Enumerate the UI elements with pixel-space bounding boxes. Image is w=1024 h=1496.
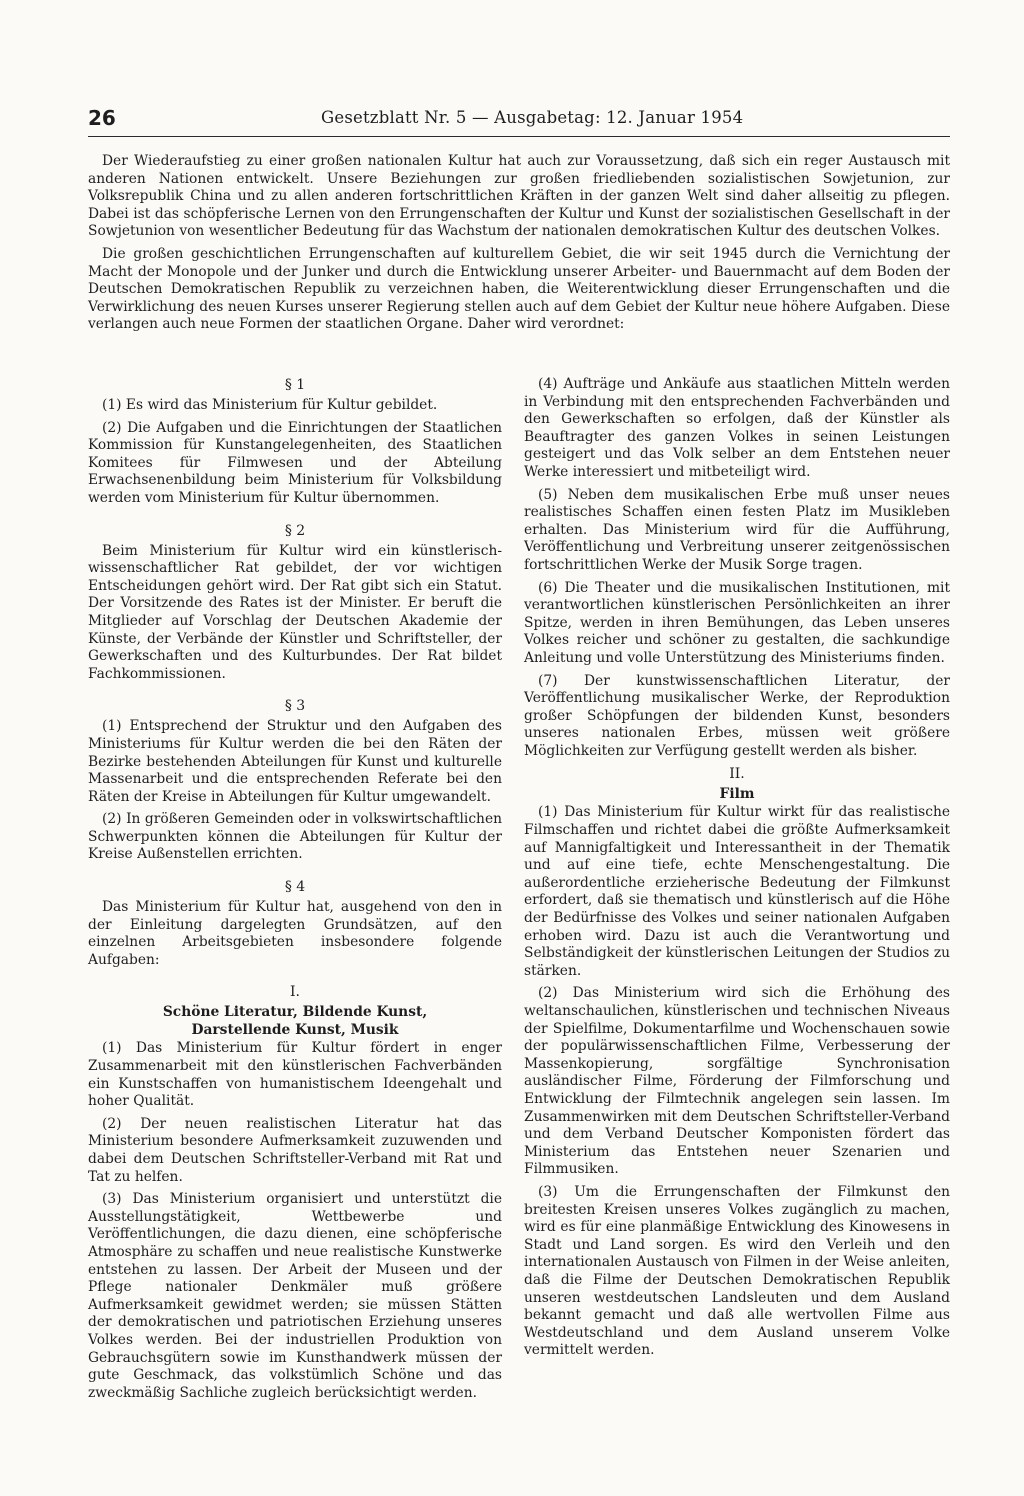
left-column [88, 376, 502, 1407]
part-title: Darstellende Kunst, Musik [191, 1022, 399, 1039]
paragraph: (3) Um die Errungenschaften der Filmkunst den breitesten Kreisen unseres Volkes zugänglich zu machen, wird es für eine planmäßige Entwicklung des Kinowesens in Stadt und Land sorgen. Es wird den Verleih und den internationalen Austausch von Filmen in der Weise anleiten, daß die Filme der Deutschen Demokratischen Republik unseren westdeutschen Landsleuten und dem Ausland bekannt gemacht und daß alle wertvollen Filme aus Westdeutschland und dem Ausland unserem Volke vermittelt werden. [524, 1183, 950, 1359]
paragraph: (2) In größeren Gemeinden oder in volkswirtschaftlichen Schwerpunkten können die Abteilungen für Kultur der Kreise Außenstellen errichten. [88, 811, 502, 863]
paragraph: (7) Der kunstwissenschaftlichen Literatur, der Veröffentlichung musikalischer Werke, der Reproduktion großer Schöpfungen der bildenden Kunst, besonders unseres nationalen Erbes, müssen weit größere Möglichkeiten zur Verfügung gestellt werden als bisher. [524, 672, 950, 759]
page-header [88, 106, 950, 137]
part-number: I. [290, 984, 300, 1001]
right-column [524, 376, 950, 1365]
page-number: 26 [88, 106, 116, 130]
paragraph: (1) Entsprechend der Struktur und den Aufgaben des Ministeriums für Kultur werden die bei den Räten der Bezirke bestehenden Abteilungen für Kunst und kulturelle Massenarbeit und die entsprechenden Referate bei den Räten der Kreise in Abteilungen für Kultur umgewandelt. [88, 718, 502, 805]
preamble-paragraph: Die großen geschichtlichen Errungenschaften auf kulturellem Gebiet, die wir seit 1945 durch die Vernichtung der Macht der Monopole und der Junker und durch die Entwicklung unserer Arbeiter- und Bauernmacht auf dem Boden der Deutschen Demokratischen Republik zu verzeichnen haben, die Weiterentwicklung dieser Errungenschaften und die Verwirklichung des neuen Kurses unserer Regierung stellen auch auf dem Gebiet der Kultur neue höhere Aufgaben. Diese verlangen auch neue Formen der staatlichen Organe. Daher wird verordnet: [88, 245, 950, 333]
paragraph: Das Ministerium für Kultur hat, ausgehend von den in der Einleitung dargelegten Grundsätzen, auf den einzelnen Arbeitsgebieten insbesondere folgende Aufgaben: [88, 899, 502, 968]
paragraph: (1) Es wird das Ministerium für Kultur gebildet. [102, 397, 438, 413]
preamble [88, 153, 950, 339]
paragraph: (5) Neben dem musikalischen Erbe muß unser neues realistisches Schaffen einen festen Platz im Musikleben erhalten. Das Ministerium wird für die Aufführung, Veröffentlichung und Verbreitung unserer zeitgenössischen fortschrittlichen Werke der Musik Sorge tragen. [524, 486, 950, 573]
paragraph: (2) Das Ministerium wird sich die Erhöhung des weltanschaulichen, künstlerischen und technischen Niveaus der Spielfilme, Dokumentarfilme und Wochenschauen sowie der populärwissenschaftlichen Filme, Verbesserung der Massenkopierung, sorgfältige Synchronisation ausländischer Filme, Förderung der Filmforschung und Entwicklung der Filmtechnik angelegen sein lassen. Im Zusammenwirken mit dem Deutschen Schriftsteller-Verband und dem Verband Deutscher Komponisten fördert das Ministerium das Entstehen neuer Szenarien und Filmmusiken. [524, 985, 950, 1178]
section-heading: § 3 [284, 698, 306, 715]
part-number: II. [729, 766, 745, 783]
paragraph: (3) Das Ministerium organisiert und unterstützt die Ausstellungstätigkeit, Wettbewerbe und Veröffentlichungen, die dazu dienen, eine schöpferische Atmosphäre zu schaffen und neue realistische Kunstwerke entstehen zu lassen. Der Arbeit der Museen und der Pflege nationaler Denkmäler muß größere Aufmerksamkeit gewidmet werden; sie müssen Stätten der demokratischen und patriotischen Erziehung unseres Volkes werden. Bei der industriellen Produktion von Gebrauchsgütern sowie im Kunsthandwerk müssen der gute Geschmack, das volkstümlich Schöne und das zweckmäßig Sachliche zugleich berücksichtigt werden. [88, 1191, 502, 1401]
paragraph: (2) Die Aufgaben und die Einrichtungen der Staatlichen Kommission für Kunstangelegenheiten, des Staatlichen Komitees für Filmwesen und der Abteilung Erwachsenenbildung beim Ministerium für Volksbildung werden vom Ministerium für Kultur übernommen. [88, 419, 502, 506]
paragraph: Beim Ministerium für Kultur wird ein künstlerisch-wissenschaftlicher Rat gebildet, der vor wichtigen Entscheidungen gehört wird. Der Rat gibt sich ein Statut. Der Vorsitzende des Rates ist der Minister. Er beruft die Mitglieder auf Vorschlag der Deutschen Akademie der Künste, der Verbände der Künstler und Schriftsteller, der Gewerkschaften und des Kulturbundes. Der Rat bildet Fachkommissionen. [88, 542, 502, 682]
paragraph: (1) Das Ministerium für Kultur fördert in enger Zusammenarbeit mit den künstlerischen Fachverbänden ein Kunstschaffen von humanistischem Ideengehalt und hoher Qualität. [88, 1040, 502, 1110]
paragraph: (4) Aufträge und Ankäufe aus staatlichen Mitteln werden in Verbindung mit den entsprechenden Fachverbänden und den Gewerkschaften so erfolgen, daß der Künstler als Beauftragter des ganzen Volkes in seinen Leistungen gesteigert und das Volk selber an dem Entstehen neuer Werke interessiert und mitbeteiligt wird. [524, 376, 950, 480]
journal-title: Gesetzblatt Nr. 5 — Ausgabetag: 12. Januar 1954 [321, 108, 744, 127]
paragraph: (6) Die Theater und die musikalischen Institutionen, mit verantwortlichen künstlerischen Persönlichkeiten an ihrer Spitze, werden in ihren Bemühungen, das Leben unseres Volkes reicher und schöner zu gestalten, die sachkundige Anleitung und volle Unterstützung des Ministeriums finden. [524, 579, 950, 666]
part-title: Film [719, 786, 755, 803]
section-heading: § 2 [284, 522, 306, 539]
paragraph: (1) Das Ministerium für Kultur wirkt für das realistische Filmschaffen und richtet dabei die größte Aufmerksamkeit auf Mannigfaltigkeit und Interessantheit in der Thematik und auf eine tiefe, echte Menschengestaltung. Die außerordentliche erzieherische Bedeutung der Filmkunst erfordert, daß sie thematisch und künstlerisch auf die Höhe der Bedürfnisse des Volkes und seiner nationalen Aufgaben erhoben wird. Dazu ist auch die Verantwortung und Selbständigkeit der künstlerischen Leitungen der Studios zu stärken. [524, 804, 950, 979]
preamble-paragraph: Der Wiederaufstieg zu einer großen nationalen Kultur hat auch zur Voraussetzung, daß sich ein reger Austausch mit anderen Nationen entwickelt. Unsere Beziehungen zur großen friedliebenden sozialistischen Sowjetunion, zur Volksrepublik China und zu allen anderen fortschrittlichen Kräften in der ganzen Welt sind daher allseitig zu pflegen. Dabei ist das schöpferische Lernen von den Errungenschaften der Kultur und Kunst der sozialistischen Gesellschaft in der Sowjetunion von wesentlicher Bedeutung für das Wachstum der nationalen demokratischen Kultur des deutschen Volkes. [88, 153, 950, 240]
paragraph: (2) Der neuen realistischen Literatur hat das Ministerium besondere Aufmerksamkeit zuzuwenden und dabei dem Deutschen Schriftsteller-Verband mit Rat und Tat zu helfen. [88, 1115, 502, 1185]
part-title: Schöne Literatur, Bildende Kunst, [162, 1004, 428, 1021]
section-heading: § 4 [284, 879, 306, 896]
section-heading: § 1 [284, 377, 306, 393]
